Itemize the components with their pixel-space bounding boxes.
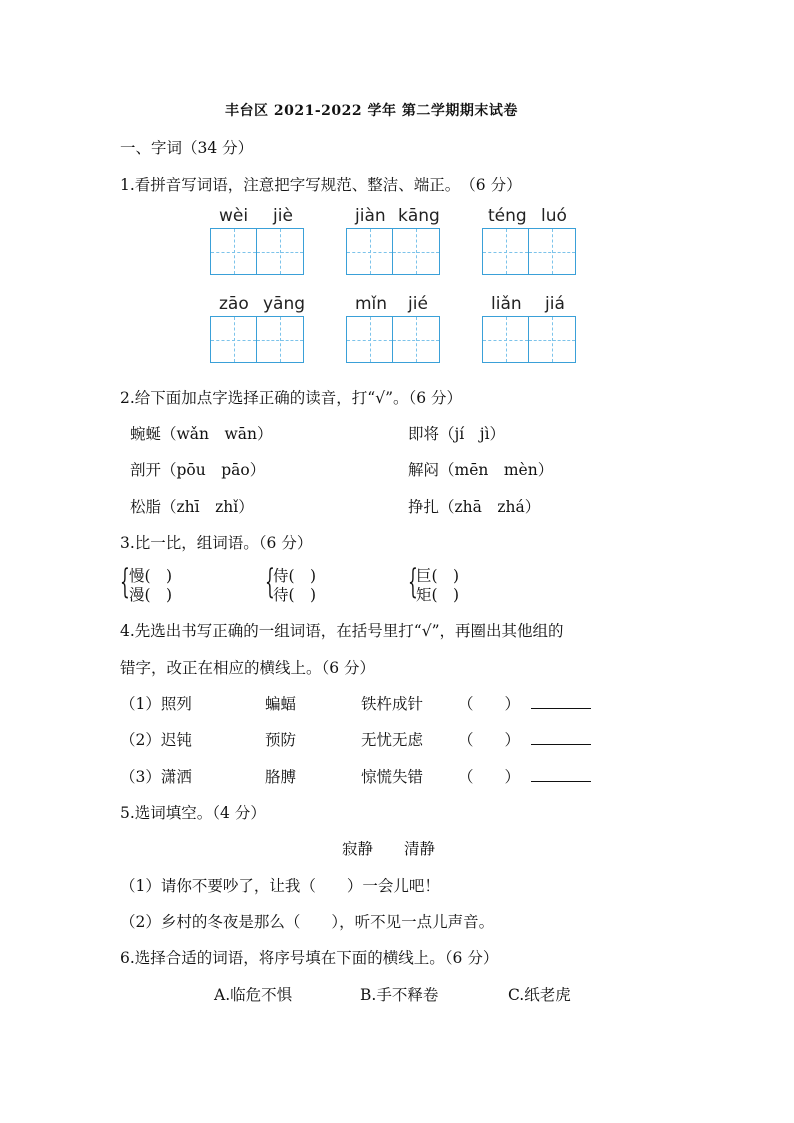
pinyin: liǎn — [491, 294, 522, 314]
word-group-number: （3）潇洒 — [120, 768, 192, 786]
answer-blank[interactable] — [531, 708, 591, 709]
writing-grid[interactable] — [482, 316, 576, 363]
option-c: C.纸老虎 — [508, 986, 571, 1004]
grid-cell[interactable] — [257, 316, 304, 363]
grid-cell[interactable] — [210, 228, 257, 275]
question-3: 3.比一比，组词语。（6 分） — [120, 534, 313, 552]
option-a: A.临危不惧 — [214, 986, 293, 1004]
question-6: 6.选择合适的词语，将序号填在下面的横线上。（6 分） — [120, 949, 499, 967]
word: 无忧无虑 — [361, 731, 424, 749]
writing-grid[interactable] — [346, 228, 440, 275]
question-5: 5.选词填空。（4 分） — [120, 804, 266, 822]
pinyin: wèi — [219, 206, 249, 226]
pinyin: jiàn — [355, 206, 386, 226]
writing-grid[interactable] — [346, 316, 440, 363]
grid-cell[interactable] — [482, 316, 529, 363]
pinyin: kāng — [398, 206, 440, 226]
word: 惊慌失错 — [361, 768, 424, 786]
word: 铁杵成针 — [361, 695, 424, 713]
fill-sentence[interactable]: （2）乡村的冬夜是那么（ ），听不见一点儿声音。 — [120, 913, 495, 931]
question-4: 4.先选出书写正确的一组词语，在括号里打“√”，再圈出其他组的 — [120, 622, 564, 640]
word-group-number: （1）照列 — [120, 695, 192, 713]
compare-word[interactable]: 慢( ) — [129, 567, 173, 585]
grid-cell[interactable] — [529, 316, 576, 363]
compare-word[interactable]: 侍( ) — [273, 567, 317, 585]
grid-cell[interactable] — [257, 228, 304, 275]
grid-cell[interactable] — [346, 228, 393, 275]
brace: { — [120, 562, 130, 602]
word: 胳膊 — [265, 768, 297, 786]
grid-cell[interactable] — [529, 228, 576, 275]
compare-word[interactable]: 矩( ) — [416, 586, 460, 604]
check-parens[interactable]: （ ） — [458, 768, 521, 786]
writing-grid[interactable] — [210, 316, 304, 363]
compare-word[interactable]: 漫( ) — [129, 586, 173, 604]
grid-cell[interactable] — [346, 316, 393, 363]
grid-cell[interactable] — [210, 316, 257, 363]
check-parens[interactable]: （ ） — [458, 731, 521, 749]
pinyin: luó — [541, 206, 567, 226]
option-b: B.手不释卷 — [360, 986, 439, 1004]
writing-grid[interactable] — [482, 228, 576, 275]
question-1: 1.看拼音写词语，注意把字写规范、整洁、端正。 （6 分） — [120, 176, 522, 194]
grid-cell[interactable] — [482, 228, 529, 275]
pinyin: zāo — [219, 294, 249, 314]
reading-option[interactable]: 解闷（mēn mèn） — [408, 461, 554, 479]
section-heading: 一、字词（34 分） — [120, 139, 254, 157]
word-choices: 寂静 清静 — [342, 840, 436, 858]
question-2: 2.给下面加点字选择正确的读音，打“√”。（6 分） — [120, 389, 463, 407]
pinyin: jiá — [545, 294, 565, 314]
answer-blank[interactable] — [531, 744, 591, 745]
compare-word[interactable]: 巨( ) — [416, 567, 460, 585]
reading-option[interactable]: 蜿蜒（wǎn wān） — [130, 425, 273, 443]
pinyin: mǐn — [355, 294, 388, 314]
reading-option[interactable]: 挣扎（zhā zhá） — [408, 498, 541, 516]
check-parens[interactable]: （ ） — [458, 695, 521, 713]
pinyin: yāng — [263, 294, 306, 314]
pinyin: jié — [408, 294, 428, 314]
reading-option[interactable]: 剖开（pōu pāo） — [130, 461, 266, 479]
grid-cell[interactable] — [393, 228, 440, 275]
fill-sentence[interactable]: （1）请你不要吵了，让我（ ）一会儿吧！ — [120, 877, 440, 895]
pinyin: téng — [488, 206, 527, 226]
word: 预防 — [265, 731, 297, 749]
writing-grid[interactable] — [210, 228, 304, 275]
reading-option[interactable]: 即将（jí jì） — [408, 425, 506, 443]
brace: { — [408, 562, 418, 602]
pinyin: jiè — [273, 206, 293, 226]
question-4-cont: 错字，改正在相应的横线上。（6 分） — [120, 659, 376, 677]
answer-blank[interactable] — [531, 781, 591, 782]
word-group-number: （2）迟钝 — [120, 731, 192, 749]
word: 蝙蝠 — [265, 695, 297, 713]
reading-option[interactable]: 松脂（zhī zhǐ） — [130, 498, 254, 516]
page-title: 丰台区 2021-2022 学年 第二学期期末试卷 — [225, 103, 518, 119]
brace: { — [265, 562, 275, 602]
grid-cell[interactable] — [393, 316, 440, 363]
compare-word[interactable]: 待( ) — [273, 586, 317, 604]
